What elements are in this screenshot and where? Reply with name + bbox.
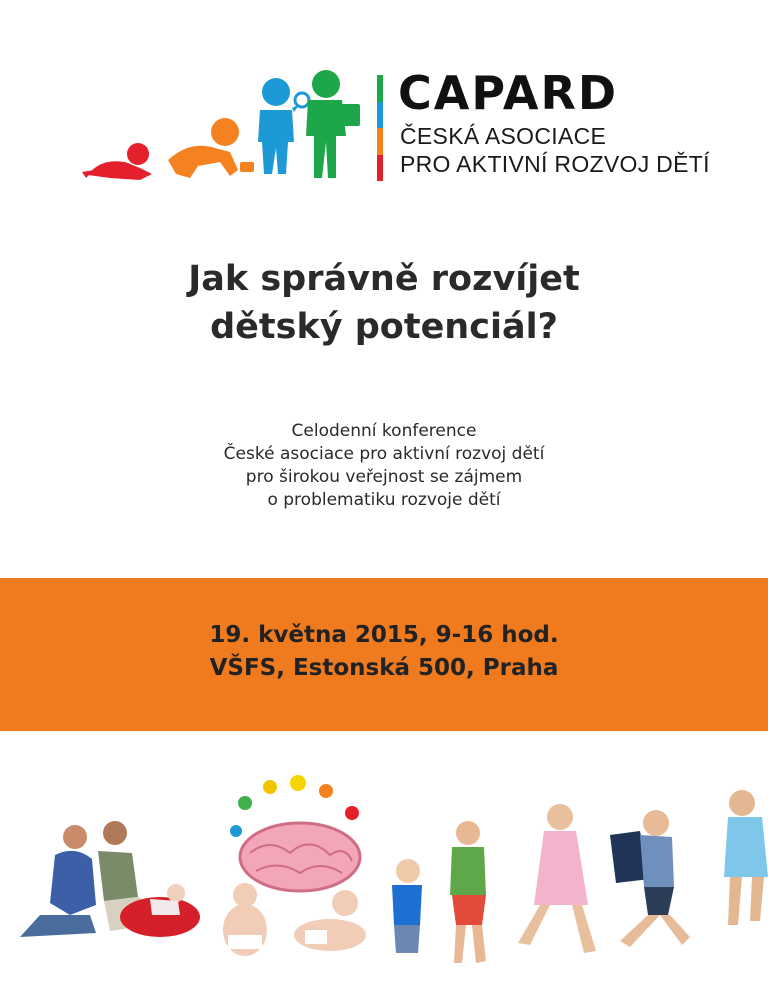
child-icon — [392, 790, 768, 963]
green-child-icon — [306, 70, 360, 178]
event-venue: VŠFS, Estonská 500, Praha — [209, 655, 559, 681]
brand-subtitle-line2: PRO AKTIVNÍ ROZVOJ DĚTÍ — [400, 151, 710, 177]
description-line4: o problematiku rozvoje dětí — [267, 490, 501, 510]
description-line3: pro širokou veřejnost se zájmem — [245, 467, 523, 487]
blue-child-icon — [258, 78, 309, 174]
event-details — [0, 619, 768, 685]
orange-baby-icon — [168, 118, 254, 178]
conference-description — [0, 420, 768, 512]
baby-icon — [223, 883, 366, 956]
page-title — [0, 255, 768, 351]
children-development-illustration — [0, 775, 768, 994]
capard-logo-children — [80, 70, 370, 185]
family-icon — [20, 821, 200, 937]
brand-subtitle — [400, 122, 710, 178]
brand-subtitle-line1: ČESKÁ ASOCIACE — [400, 123, 607, 149]
brand-name: CAPARD — [398, 66, 619, 120]
description-line1: Celodenní konference — [291, 421, 477, 441]
brain-icon — [240, 823, 360, 891]
title-line1: Jak správně rozvíjet — [188, 259, 580, 299]
logo-color-bars — [377, 75, 383, 181]
event-date: 19. května 2015, 9-16 hod. — [209, 622, 559, 648]
red-baby-icon — [82, 143, 152, 180]
description-line2: České asociace pro aktivní rozvoj dětí — [223, 444, 545, 464]
title-line2: dětský potenciál? — [210, 307, 558, 347]
